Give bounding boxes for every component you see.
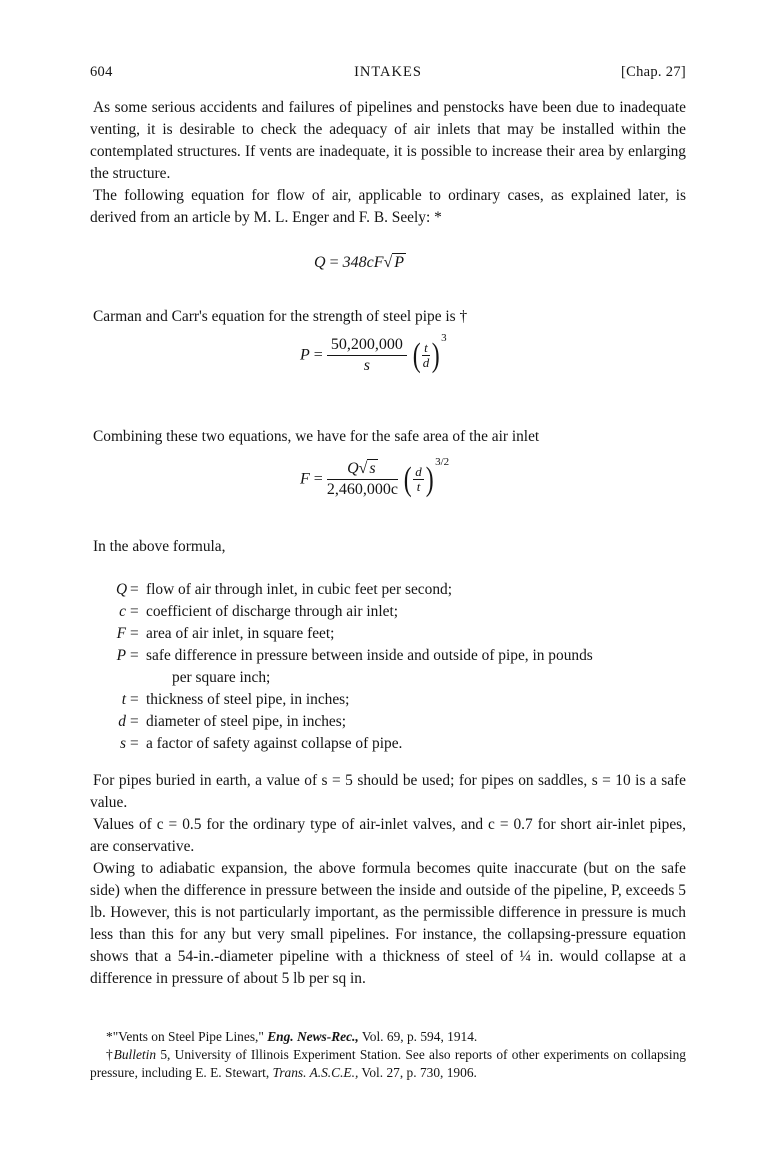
definition-item: c = coefficient of discharge through air inlet; xyxy=(119,603,399,620)
definition-item: s = a factor of safety against collapse of pipe. xyxy=(120,735,403,752)
eq2-ratio: $\frac{t}{d}$ xyxy=(422,340,430,370)
paragraph-formula-intro: In the above formula, xyxy=(93,538,226,555)
page-number: 604 xyxy=(90,64,113,80)
eq3-ratio: $\frac{d}{t}$ xyxy=(415,464,422,494)
eq3-fraction: $\frac{Q√ s}{2,460,000c}$ xyxy=(326,460,398,498)
paragraph-adiabatic: Owing to adiabatic expansion, the above formula becomes quite inaccurate (but on the safe side) when the difference in pressure between the inside and outside of the pipeline, P, exceeds 5 lb. However, this is not particularly important, as the permissible difference in pressure is much less than this for any but very small pipelines. For instance, the collapsing-pressure equation shows that a 54-in.-diameter pipeline with a thickness of steel of ¼ in. would collapse at a difference in pressure of about 5 lb per sq in. xyxy=(90,860,686,987)
eq2-fraction xyxy=(327,336,407,375)
paragraph-discharge-values: Values of c = 0.5 for the ordinary type of air-inlet valves, and c = 0.7 for short air-inlet pipes, are conservative. xyxy=(90,816,686,855)
running-title: INTAKES xyxy=(354,64,422,80)
paragraph-combining: Combining these two equations, we have for the safe area of the air inlet xyxy=(93,428,540,445)
paragraph-carman-carr: Carman and Carr's equation for the strength of steel pipe is † xyxy=(93,308,468,325)
eq2-denominator: s xyxy=(363,357,370,374)
eq3-denominator: 2,460,000c xyxy=(326,481,398,498)
chapter-label: [Chap. 27] xyxy=(620,64,686,80)
footnote-1: *"Vents on Steel Pipe Lines," Eng. News-Rec., Vol. 69, p. 594, 1914. xyxy=(106,1029,478,1044)
eq3-lhs: F xyxy=(300,470,310,488)
eq2-exponent: 3 xyxy=(441,332,447,344)
paragraph-venting-intro: As some serious accidents and failures of pipelines and penstocks have been due to inadequate venting, it is desirable to check the adequacy of air inlets that may be installed within the contemplated structures. If vents are inadequate, it is possible to increase their area by enlarging the structure. xyxy=(90,99,686,182)
equation-safe-area: F = $\frac{Q√ s}{2,460,000c}$ ( $\frac{d}{t}$ ) $^{3/2}$ xyxy=(300,456,450,498)
definition-item: Q = flow of air through inlet, in cubic feet per second; xyxy=(116,581,453,598)
eq2-numerator: 50,200,000 xyxy=(327,336,407,356)
equation-air-flow: Q = 348cF√ P xyxy=(314,254,405,271)
equation-pipe-strength: P = $\frac{50,200,000}{s}$ ( $\frac{t}{d}$ ) $^3$ xyxy=(300,332,447,374)
definition-item: d = diameter of steel pipe, in inches; xyxy=(118,713,347,730)
paragraph-air-flow-equation-intro: The following equation for flow of air, applicable to ordinary cases, as explained later, is derived from an article by M. L. Enger and F. B. Seely: * xyxy=(90,187,686,226)
symbol-definitions xyxy=(116,579,686,755)
paragraph-safety-values: For pipes buried in earth, a value of s = 5 should be used; for pipes on saddles, s = 10 is a safe value. xyxy=(90,772,686,811)
definition-item: P = safe difference in pressure between inside and outside of pipe, in pounds per square inch; xyxy=(116,647,593,686)
eq1-coeff: 348cF xyxy=(342,254,384,271)
eq1-lhs: Q xyxy=(314,254,326,271)
eq2-lhs: P xyxy=(300,346,310,364)
definition-item: F = area of air inlet, in square feet; xyxy=(116,625,335,642)
running-header xyxy=(90,64,686,86)
definition-item: t = thickness of steel pipe, in inches; xyxy=(121,691,350,708)
footnote-2: †Bulletin 5, University of Illinois Experiment Station. See also reports of other experiments on collapsing pressure, including E. E. Stewart, Trans. A.S.C.E., Vol. 27, p. 730, 1906. xyxy=(90,1047,686,1080)
eq1-root: P xyxy=(394,254,405,271)
eq3-exponent: 3/2 xyxy=(435,456,450,468)
